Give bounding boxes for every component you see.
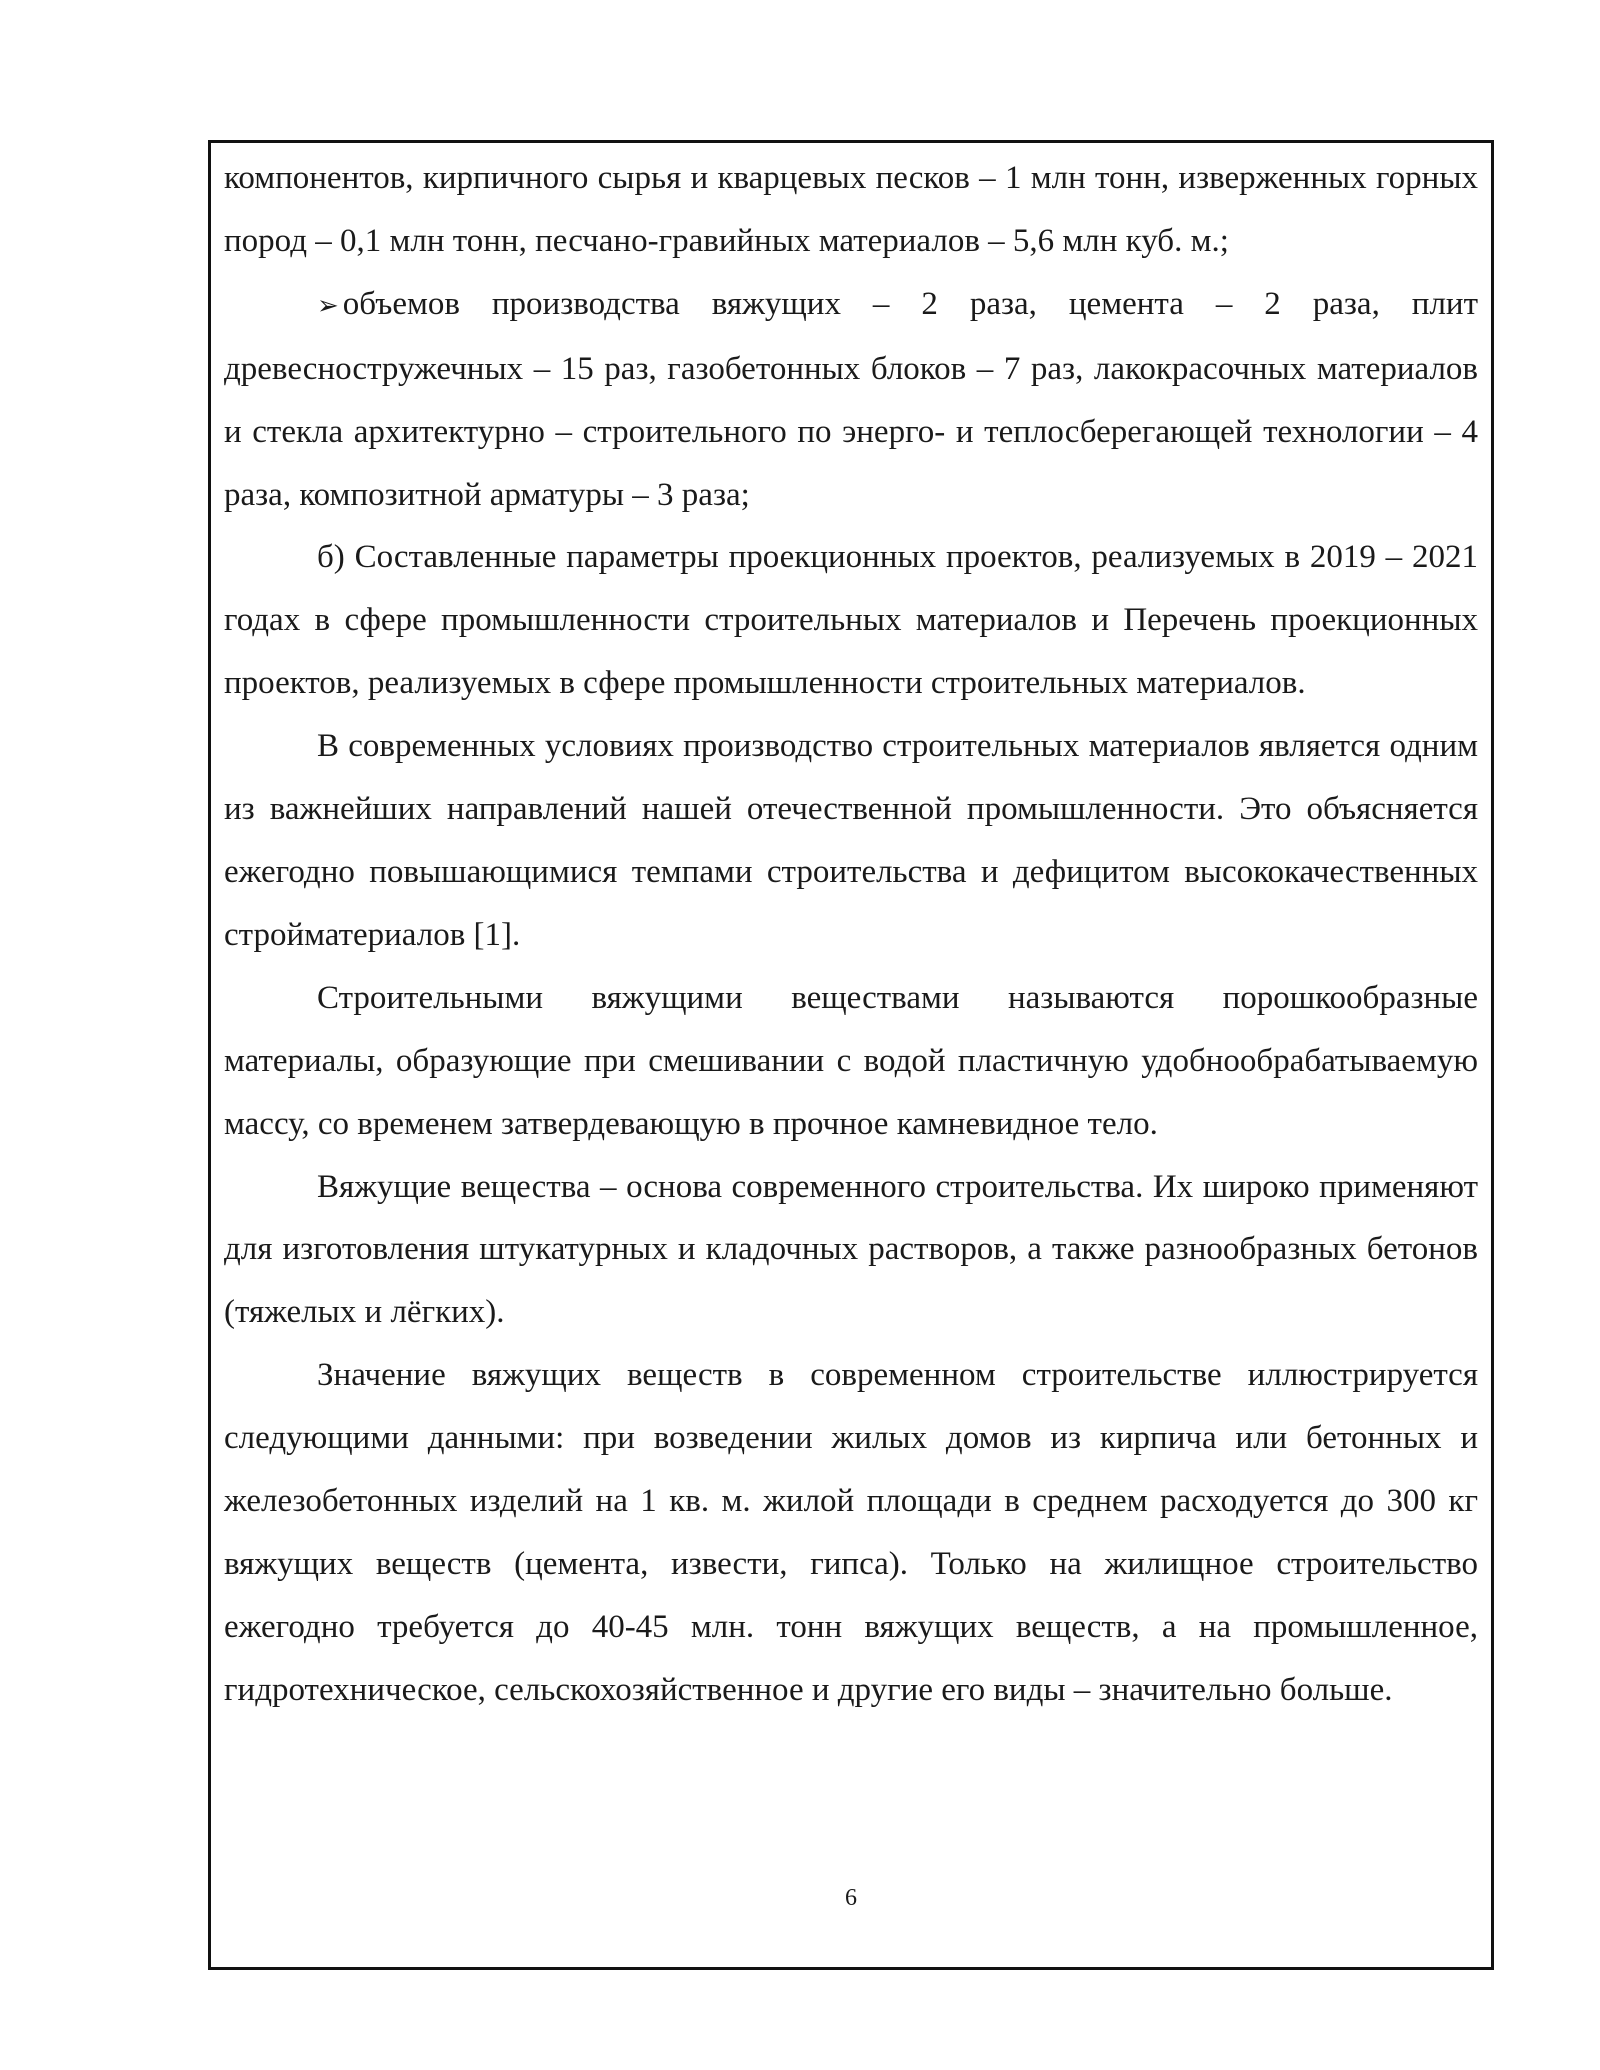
page-number: 6 xyxy=(845,1885,857,1911)
page-frame xyxy=(208,140,1494,1970)
document-body xyxy=(224,147,1478,1722)
paragraph: В современных условиях производство строительных материалов является одним из важнейших направлений нашей отечественной промышленности. Это объясняется ежегодно повышающимися темпами строительства и дефицитом высококачественных стройматериалов [1]. xyxy=(224,728,1478,953)
paragraph: Вяжущие вещества – основа современного строительства. Их широко применяют для изготовления штукатурных и кладочных растворов, а также разнообразных бетонов (тяжелых и лёгких). xyxy=(224,1168,1478,1331)
bullet-paragraph xyxy=(224,273,1478,527)
arrow-bullet-icon: ➢ xyxy=(317,290,339,321)
bullet-paragraph-text: объемов производства вяжущих – 2 раза, цемента – 2 раза, плит древесностружечных – 15 раз, газобетонных блоков – 7 раз, лакокрасочных материалов и стекла архитектурно – строительного по энерго- и теплосберегающей технологии – 4 раза, композитной арматуры – 3 раза; xyxy=(224,285,1478,513)
paragraph: Строительными вяжущими веществами называются порошкообразные материалы, образующие при смешивании с водой пластичную удобнообрабатываемую массу, со временем затвердевающую в прочное камневидное тело. xyxy=(224,979,1478,1142)
paragraph: Значение вяжущих веществ в современном строительстве иллюстрируется следующими данными: при возведении жилых домов из кирпича или бетонных и железобетонных изделий на 1 кв. м. жилой площади в среднем расходуется до 300 кг вяжущих веществ (цемента, извести, гипса). Только на жилищное строительство ежегодно требуется до 40-45 млн. тонн вяжущих веществ, а на промышленное, гидротехническое, сельскохозяйственное и другие его виды – значительно больше. xyxy=(224,1357,1478,1708)
paragraph: б) Составленные параметры проекционных проектов, реализуемых в 2019 – 2021 годах в сфере промышленности строительных материалов и Перечень проекционных проектов, реализуемых в сфере промышленности строительных материалов. xyxy=(224,539,1478,702)
paragraph-continuation: компонентов, кирпичного сырья и кварцевых песков – 1 млн тонн, изверженных горных пород – 0,1 млн тонн, песчано-гравийных материалов – 5,6 млн куб. м.; xyxy=(224,160,1478,259)
